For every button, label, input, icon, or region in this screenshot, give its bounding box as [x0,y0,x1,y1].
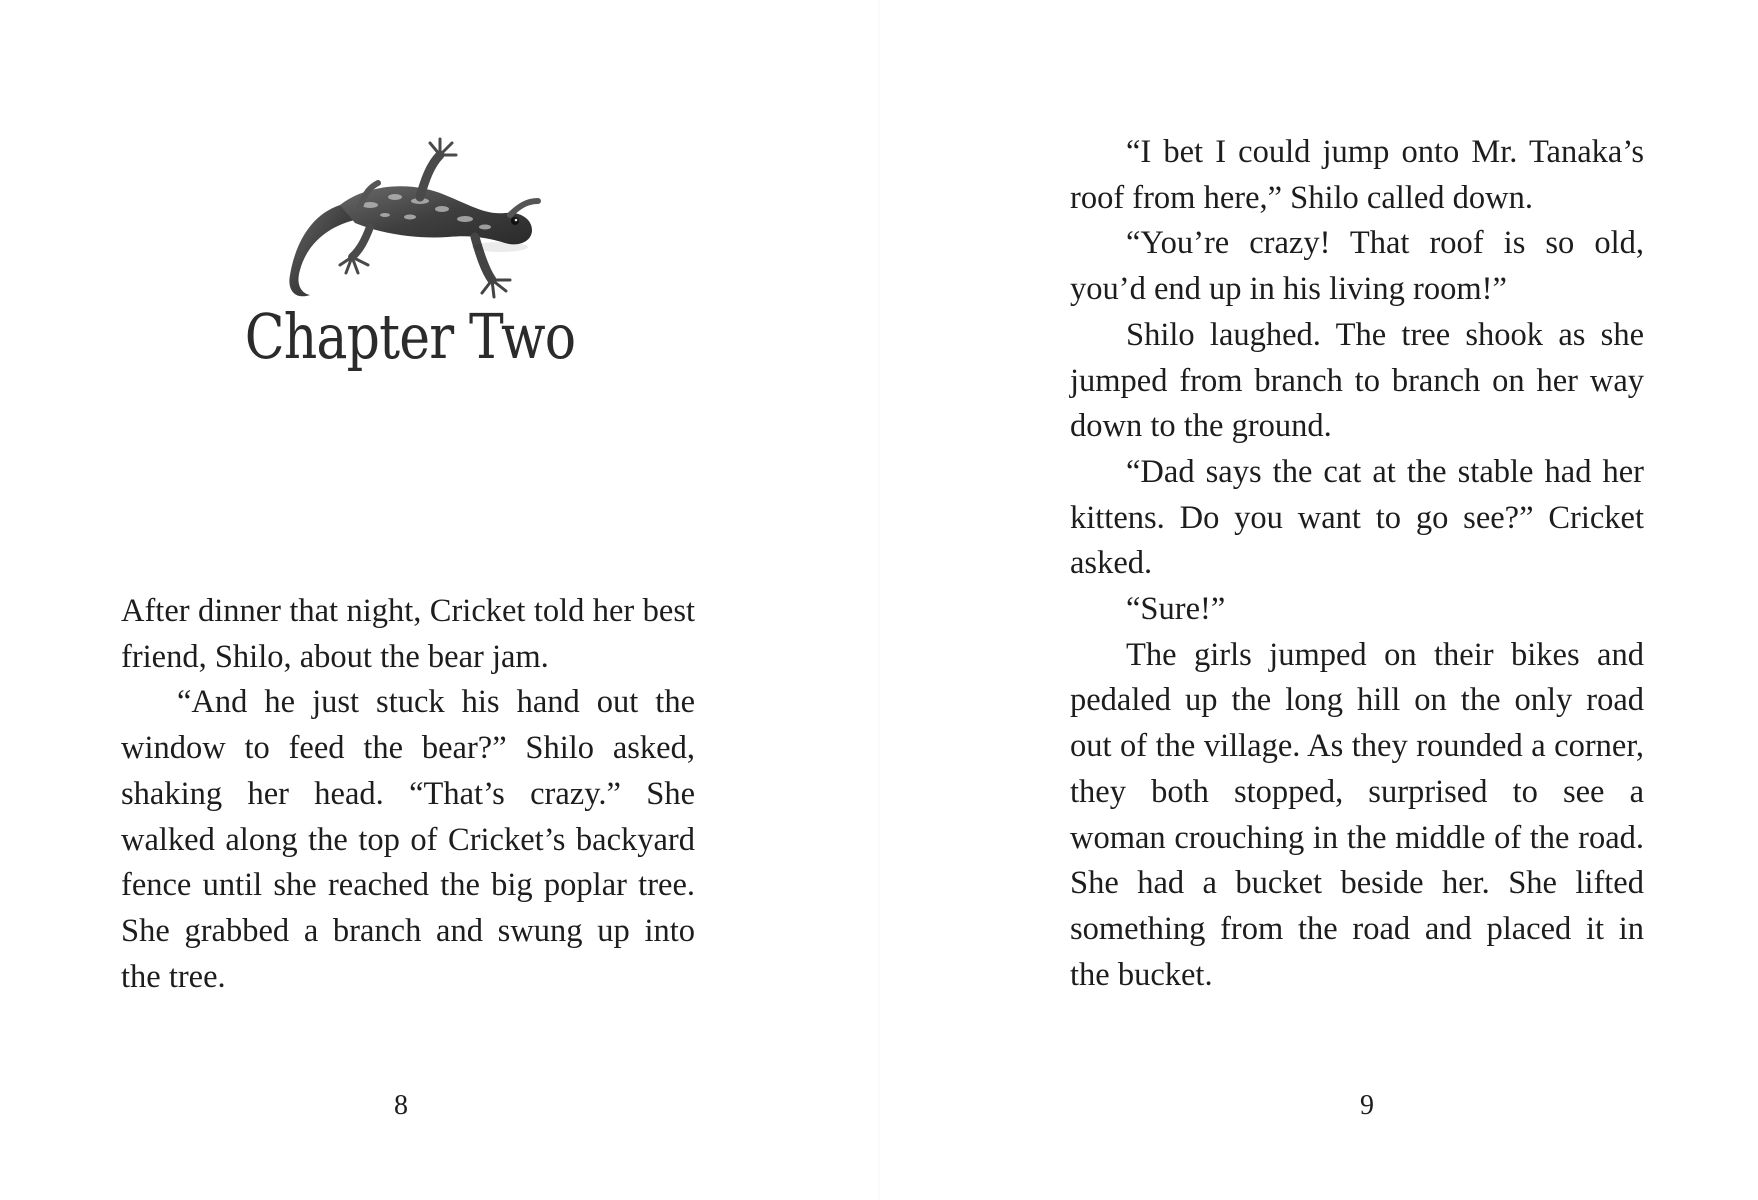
paragraph: Shilo laughed. The tree shook as she jumped from branch to branch on her way down to the ground. [1070,316,1644,445]
left-page-text [121,589,695,1000]
paragraph: “Dad says the cat at the stable had her kittens. Do you want to go see?” Cricket asked. [1070,453,1644,582]
paragraph: The girls jumped on their bikes and pedaled up the long hill on the only road out of the village. As they rounded a corner, they both stopped, surprised to see a woman crouching in the middle of the road. She had a bucket beside her. She lifted something from the road and placed it in the bucket. [1070,636,1644,993]
paragraph: “And he just stuck his hand out the window to feed the bear?” Shilo asked, shaking her head. “That’s crazy.” She walked along the top of Cricket’s backyard fence until she reached the big poplar tree. She grabbed a branch and swung up into the tree. [121,684,695,995]
paragraph: “You’re crazy! That roof is so old, you’d end up in his living room!” [1070,225,1644,308]
page-number: 9 [1360,1090,1374,1121]
salamander-illustration [270,135,570,315]
page-number: 8 [394,1090,408,1121]
paragraph: After dinner that night, Cricket told her best friend, Shilo, about the bear jam. [121,593,695,675]
right-page [879,0,1758,1200]
paragraph: “Sure!” [1126,591,1226,628]
paragraph: “I bet I could jump onto Mr. Tanaka’s roof from here,” Shilo called down. [1070,134,1644,216]
chapter-title: Chapter Two [244,300,576,373]
right-page-text [1070,130,1644,998]
